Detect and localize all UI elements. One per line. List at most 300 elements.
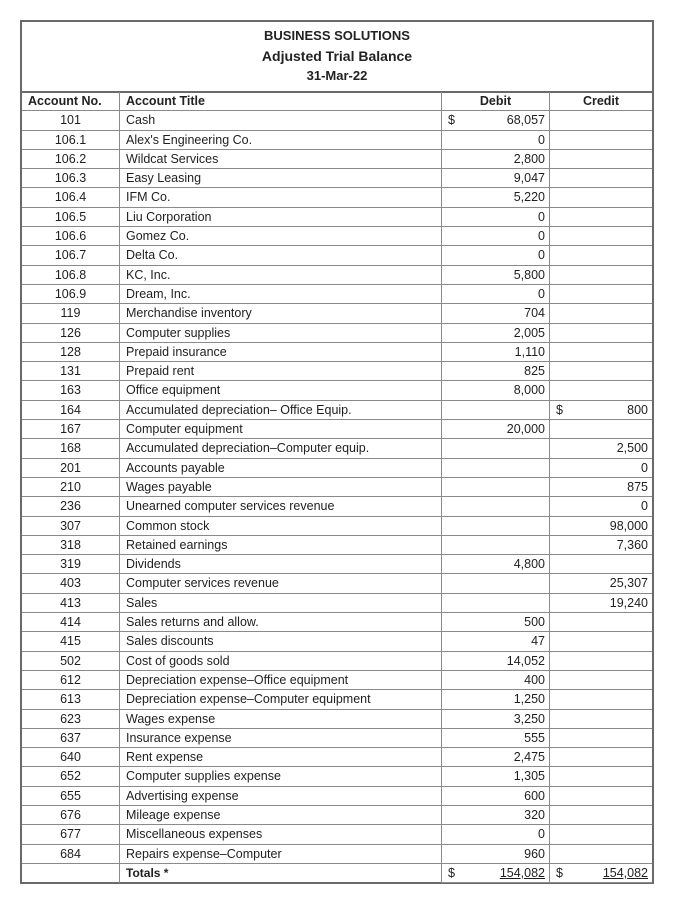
account-title-cell-value: Rent expense: [126, 750, 204, 765]
credit-cell: [550, 517, 652, 536]
account-no-cell: [22, 729, 120, 748]
currency-symbol: $: [448, 113, 455, 128]
account-title-cell-value: Prepaid insurance: [126, 344, 227, 359]
debit-cell: [442, 497, 550, 516]
account-title-cell: [120, 767, 442, 786]
debit-value: 1,305: [513, 769, 545, 784]
account-title-cell-value: Computer equipment: [126, 422, 243, 437]
credit-cell: [550, 343, 652, 362]
table-row: [22, 613, 652, 632]
account-title-cell: [120, 690, 442, 709]
currency-symbol: $: [556, 865, 563, 880]
account-title-cell-value: Retained earnings: [126, 537, 228, 552]
table-row: [22, 767, 652, 786]
account-title-cell-value: Sales discounts: [126, 634, 214, 649]
credit-cell: [550, 227, 652, 246]
account-no-cell-value: 414: [60, 615, 81, 630]
account-no-cell: [22, 459, 120, 478]
account-title-cell: [120, 555, 442, 574]
debit-cell: [442, 652, 550, 671]
debit-value: 3,250: [513, 711, 545, 726]
account-no-cell-value: 131: [60, 364, 81, 379]
credit-cell: [550, 767, 652, 786]
account-title-cell-value: Accumulated depreciation– Office Equip.: [126, 402, 352, 417]
table-row: [22, 401, 652, 420]
credit-cell: [550, 632, 652, 651]
account-title-cell: [120, 574, 442, 593]
account-title-cell: [120, 497, 442, 516]
account-no-cell-value: 163: [60, 383, 81, 398]
table-row: [22, 285, 652, 304]
credit-cell: [550, 208, 652, 227]
totals-row: [22, 864, 652, 883]
table-row: [22, 517, 652, 536]
table-row: [22, 420, 652, 439]
table-row: [22, 208, 652, 227]
table-row: [22, 632, 652, 651]
table-row: [22, 574, 652, 593]
debit-value: 4,800: [513, 557, 545, 572]
table-row: [22, 497, 652, 516]
account-title-cell-value: Wildcat Services: [126, 151, 219, 166]
table-row: [22, 845, 652, 864]
account-no-cell-value: 106.3: [54, 171, 87, 186]
account-no-cell-value: 502: [60, 653, 81, 668]
debit-cell: [442, 169, 550, 188]
credit-cell: [550, 825, 652, 844]
account-title-cell-value: Sales returns and allow.: [126, 615, 259, 630]
account-no-cell-value: 676: [60, 807, 81, 822]
account-title-cell-value: Cash: [126, 113, 156, 128]
col-credit: Credit: [550, 92, 652, 111]
table-row: [22, 188, 652, 207]
account-no-cell-value: 415: [60, 634, 81, 649]
debit-cell: [442, 594, 550, 613]
credit-value: 2,500: [616, 441, 648, 456]
account-title-cell-value: Sales: [126, 595, 158, 610]
totals-no-cell: [22, 864, 120, 883]
account-no-cell: [22, 710, 120, 729]
account-title-cell: [120, 285, 442, 304]
debit-value: 8,000: [513, 383, 545, 398]
currency-symbol: $: [448, 865, 455, 880]
credit-cell: [550, 497, 652, 516]
debit-cell: [442, 787, 550, 806]
trial-balance-sheet: [20, 20, 654, 884]
debit-value: 2,800: [513, 151, 545, 166]
table-row: [22, 111, 652, 130]
account-title-cell: [120, 343, 442, 362]
credit-value: 7,360: [616, 537, 648, 552]
account-no-cell-value: 236: [60, 499, 81, 514]
account-title-cell-value: Unearned computer services revenue: [126, 499, 335, 514]
account-no-cell-value: 677: [60, 827, 81, 842]
account-no-cell: [22, 401, 120, 420]
account-no-cell: [22, 131, 120, 150]
debit-cell: [442, 845, 550, 864]
debit-value: 400: [524, 672, 545, 687]
debit-cell: [442, 710, 550, 729]
table-row: [22, 246, 652, 265]
credit-cell: [550, 594, 652, 613]
account-title-cell-value: Wages payable: [126, 479, 212, 494]
credit-cell: [550, 729, 652, 748]
debit-cell: [442, 362, 550, 381]
account-no-cell: [22, 787, 120, 806]
account-no-cell: [22, 111, 120, 130]
debit-cell: [442, 767, 550, 786]
account-no-cell: [22, 671, 120, 690]
account-no-cell: [22, 188, 120, 207]
account-no-cell: [22, 381, 120, 400]
account-no-cell-value: 684: [60, 846, 81, 861]
account-no-cell: [22, 227, 120, 246]
debit-cell: [442, 439, 550, 458]
credit-cell: [550, 304, 652, 323]
account-no-cell-value: 623: [60, 711, 81, 726]
account-no-cell: [22, 478, 120, 497]
account-no-cell: [22, 555, 120, 574]
credit-value: 875: [627, 479, 648, 494]
credit-cell: [550, 266, 652, 285]
debit-cell: [442, 748, 550, 767]
account-no-cell: [22, 806, 120, 825]
account-no-cell: [22, 767, 120, 786]
account-no-cell-value: 106.1: [54, 132, 87, 147]
account-no-cell-value: 652: [60, 769, 81, 784]
table-row: [22, 806, 652, 825]
account-title-cell: [120, 131, 442, 150]
account-no-cell: [22, 150, 120, 169]
account-no-cell: [22, 208, 120, 227]
table-row: [22, 555, 652, 574]
debit-cell: [442, 343, 550, 362]
account-no-cell: [22, 594, 120, 613]
credit-cell: [550, 690, 652, 709]
account-no-cell: [22, 169, 120, 188]
account-no-cell-value: 613: [60, 692, 81, 707]
totals-credit-value: 154,082: [602, 865, 648, 880]
debit-cell: [442, 478, 550, 497]
account-no-cell: [22, 304, 120, 323]
debit-cell: [442, 555, 550, 574]
debit-cell: [442, 131, 550, 150]
credit-cell: [550, 246, 652, 265]
account-title-cell-value: KC, Inc.: [126, 267, 171, 282]
debit-value: 20,000: [506, 422, 545, 437]
account-no-cell: [22, 324, 120, 343]
table-row: [22, 169, 652, 188]
debit-value: 0: [538, 209, 545, 224]
debit-cell: [442, 536, 550, 555]
table-row: [22, 362, 652, 381]
table-row: [22, 787, 652, 806]
account-title-cell-value: Prepaid rent: [126, 364, 195, 379]
account-no-cell: [22, 845, 120, 864]
account-title-cell: [120, 613, 442, 632]
credit-cell: [550, 381, 652, 400]
credit-cell: [550, 285, 652, 304]
account-title-cell-value: Delta Co.: [126, 248, 179, 263]
account-title-cell-value: Computer services revenue: [126, 576, 279, 591]
account-title-cell-value: Depreciation expense–Office equipment: [126, 672, 349, 687]
account-no-cell-value: 319: [60, 557, 81, 572]
account-no-cell-value: 201: [60, 460, 81, 475]
account-no-cell-value: 164: [60, 402, 81, 417]
account-title-cell: [120, 517, 442, 536]
account-title-cell-value: Miscellaneous expenses: [126, 827, 263, 842]
debit-cell: [442, 304, 550, 323]
credit-cell: [550, 806, 652, 825]
totals-debit: [442, 864, 550, 883]
table-row: [22, 729, 652, 748]
account-title-cell-value: Computer supplies: [126, 325, 231, 340]
credit-value: 800: [627, 402, 648, 417]
credit-cell: [550, 710, 652, 729]
account-title-cell-value: Computer supplies expense: [126, 769, 281, 784]
debit-cell: [442, 111, 550, 130]
account-rows: [22, 111, 652, 864]
account-title-cell: [120, 652, 442, 671]
debit-value: 0: [538, 132, 545, 147]
account-title-cell-value: Easy Leasing: [126, 171, 202, 186]
account-title-cell-value: Accumulated depreciation–Computer equip.: [126, 441, 370, 456]
table-row: [22, 478, 652, 497]
debit-value: 0: [538, 286, 545, 301]
account-no-cell: [22, 748, 120, 767]
account-title-cell-value: Depreciation expense–Computer equipment: [126, 692, 371, 707]
col-account-no: Account No.: [22, 92, 120, 111]
account-title-cell-value: Merchandise inventory: [126, 306, 252, 321]
debit-value: 14,052: [506, 653, 545, 668]
table-row: [22, 459, 652, 478]
account-title-cell: [120, 362, 442, 381]
table-row: [22, 304, 652, 323]
account-title-cell: [120, 304, 442, 323]
account-no-cell-value: 413: [60, 595, 81, 610]
account-title-cell: [120, 478, 442, 497]
credit-cell: [550, 150, 652, 169]
credit-cell: [550, 478, 652, 497]
account-no-cell-value: 612: [60, 672, 81, 687]
account-title-cell-value: Mileage expense: [126, 807, 221, 822]
account-title-cell-value: Advertising expense: [126, 788, 239, 803]
credit-value: 25,307: [609, 576, 648, 591]
account-title-cell: [120, 594, 442, 613]
debit-cell: [442, 459, 550, 478]
col-account-title: Account Title: [120, 92, 442, 111]
account-no-cell: [22, 613, 120, 632]
credit-cell: [550, 111, 652, 130]
col-debit: Debit: [442, 92, 550, 111]
credit-cell: [550, 459, 652, 478]
credit-cell: [550, 574, 652, 593]
credit-value: 0: [641, 460, 648, 475]
account-title-cell: [120, 632, 442, 651]
table-row: [22, 266, 652, 285]
table-row: [22, 324, 652, 343]
debit-cell: [442, 227, 550, 246]
report-title: Adjusted Trial Balance: [261, 48, 413, 64]
account-no-cell-value: 640: [60, 750, 81, 765]
account-no-cell-value: 307: [60, 518, 81, 533]
account-title-cell-value: Gomez Co.: [126, 229, 190, 244]
account-title-cell: [120, 710, 442, 729]
debit-value: 2,475: [513, 750, 545, 765]
account-no-cell: [22, 825, 120, 844]
account-title-cell-value: Office equipment: [126, 383, 221, 398]
debit-value: 2,005: [513, 325, 545, 340]
table-row: [22, 227, 652, 246]
table-row: [22, 439, 652, 458]
totals-label: Totals *: [120, 864, 442, 883]
account-title-cell: [120, 324, 442, 343]
account-no-cell-value: 167: [60, 422, 81, 437]
account-title-cell: [120, 729, 442, 748]
credit-cell: [550, 787, 652, 806]
account-title-cell: [120, 150, 442, 169]
account-title-cell: [120, 845, 442, 864]
credit-cell: [550, 169, 652, 188]
table-row: [22, 710, 652, 729]
debit-cell: [442, 381, 550, 400]
totals-credit: [550, 864, 652, 883]
debit-cell: [442, 632, 550, 651]
account-no-cell-value: 119: [60, 306, 81, 321]
account-no-cell: [22, 574, 120, 593]
account-title-cell-value: Accounts payable: [126, 460, 225, 475]
account-title-cell: [120, 825, 442, 844]
debit-value: 825: [524, 364, 545, 379]
account-title-cell: [120, 188, 442, 207]
credit-cell: [550, 420, 652, 439]
debit-value: 320: [524, 807, 545, 822]
credit-cell: [550, 439, 652, 458]
account-title-cell: [120, 439, 442, 458]
debit-cell: [442, 574, 550, 593]
credit-cell: [550, 845, 652, 864]
account-no-cell: [22, 439, 120, 458]
table-row: [22, 536, 652, 555]
account-no-cell-value: 106.2: [54, 151, 87, 166]
table-row: [22, 652, 652, 671]
debit-value: 1,110: [514, 344, 545, 359]
credit-value: 19,240: [609, 595, 648, 610]
table-row: [22, 690, 652, 709]
table-row: [22, 150, 652, 169]
credit-cell: [550, 401, 652, 420]
account-no-cell: [22, 266, 120, 285]
debit-cell: [442, 671, 550, 690]
account-no-cell-value: 168: [60, 441, 81, 456]
account-title-cell: [120, 246, 442, 265]
account-no-cell: [22, 690, 120, 709]
table-row: [22, 594, 652, 613]
table-row: [22, 381, 652, 400]
debit-cell: [442, 246, 550, 265]
account-title-cell: [120, 420, 442, 439]
account-title-cell-value: IFM Co.: [126, 190, 171, 205]
debit-cell: [442, 285, 550, 304]
account-no-cell-value: 210: [60, 479, 81, 494]
account-no-cell: [22, 652, 120, 671]
credit-cell: [550, 613, 652, 632]
account-no-cell: [22, 246, 120, 265]
account-no-cell-value: 106.6: [54, 229, 87, 244]
table-row: [22, 131, 652, 150]
account-no-cell-value: 101: [60, 113, 81, 128]
company-name: BUSINESS SOLUTIONS: [264, 28, 410, 43]
debit-value: 5,220: [513, 190, 545, 205]
account-title-cell: [120, 459, 442, 478]
debit-value: 600: [524, 788, 545, 803]
debit-cell: [442, 324, 550, 343]
debit-value: 0: [538, 229, 545, 244]
account-title-cell-value: Common stock: [126, 518, 210, 533]
table-row: [22, 343, 652, 362]
credit-cell: [550, 188, 652, 207]
account-no-cell: [22, 497, 120, 516]
account-no-cell: [22, 343, 120, 362]
debit-cell: [442, 208, 550, 227]
debit-cell: [442, 401, 550, 420]
account-title-cell: [120, 401, 442, 420]
account-title-cell: [120, 208, 442, 227]
debit-value: 0: [538, 827, 545, 842]
account-title-cell: [120, 536, 442, 555]
account-title-cell-value: Alex's Engineering Co.: [126, 132, 253, 147]
account-no-cell-value: 318: [60, 537, 81, 552]
totals-debit-value: 154,082: [499, 865, 545, 880]
ledger-table: [22, 92, 652, 883]
account-no-cell: [22, 285, 120, 304]
credit-value: 98,000: [609, 518, 648, 533]
credit-value: 0: [641, 499, 648, 514]
account-no-cell-value: 106.9: [54, 286, 87, 301]
credit-cell: [550, 748, 652, 767]
debit-cell: [442, 806, 550, 825]
debit-value: 960: [524, 846, 545, 861]
account-title-cell-value: Cost of goods sold: [126, 653, 230, 668]
debit-value: 5,800: [513, 267, 545, 282]
currency-symbol: $: [556, 402, 563, 417]
debit-cell: [442, 825, 550, 844]
debit-value: 555: [524, 730, 545, 745]
account-no-cell-value: 655: [60, 788, 81, 803]
debit-cell: [442, 266, 550, 285]
account-title-cell: [120, 169, 442, 188]
column-header-row: [22, 92, 652, 111]
credit-cell: [550, 362, 652, 381]
account-title-cell-value: Repairs expense–Computer: [126, 846, 282, 861]
account-title-cell: [120, 787, 442, 806]
account-no-cell-value: 106.5: [54, 209, 87, 224]
report-date: 31-Mar-22: [306, 68, 368, 83]
account-title-cell: [120, 748, 442, 767]
debit-cell: [442, 150, 550, 169]
account-no-cell-value: 128: [60, 344, 81, 359]
account-title-cell-value: Dream, Inc.: [126, 286, 191, 301]
debit-value: 500: [524, 615, 545, 630]
credit-cell: [550, 536, 652, 555]
account-title-cell-value: Dividends: [126, 557, 181, 572]
account-no-cell-value: 106.8: [54, 267, 87, 282]
debit-cell: [442, 517, 550, 536]
debit-value: 704: [524, 306, 545, 321]
credit-cell: [550, 131, 652, 150]
account-no-cell-value: 403: [60, 576, 81, 591]
account-no-cell: [22, 632, 120, 651]
